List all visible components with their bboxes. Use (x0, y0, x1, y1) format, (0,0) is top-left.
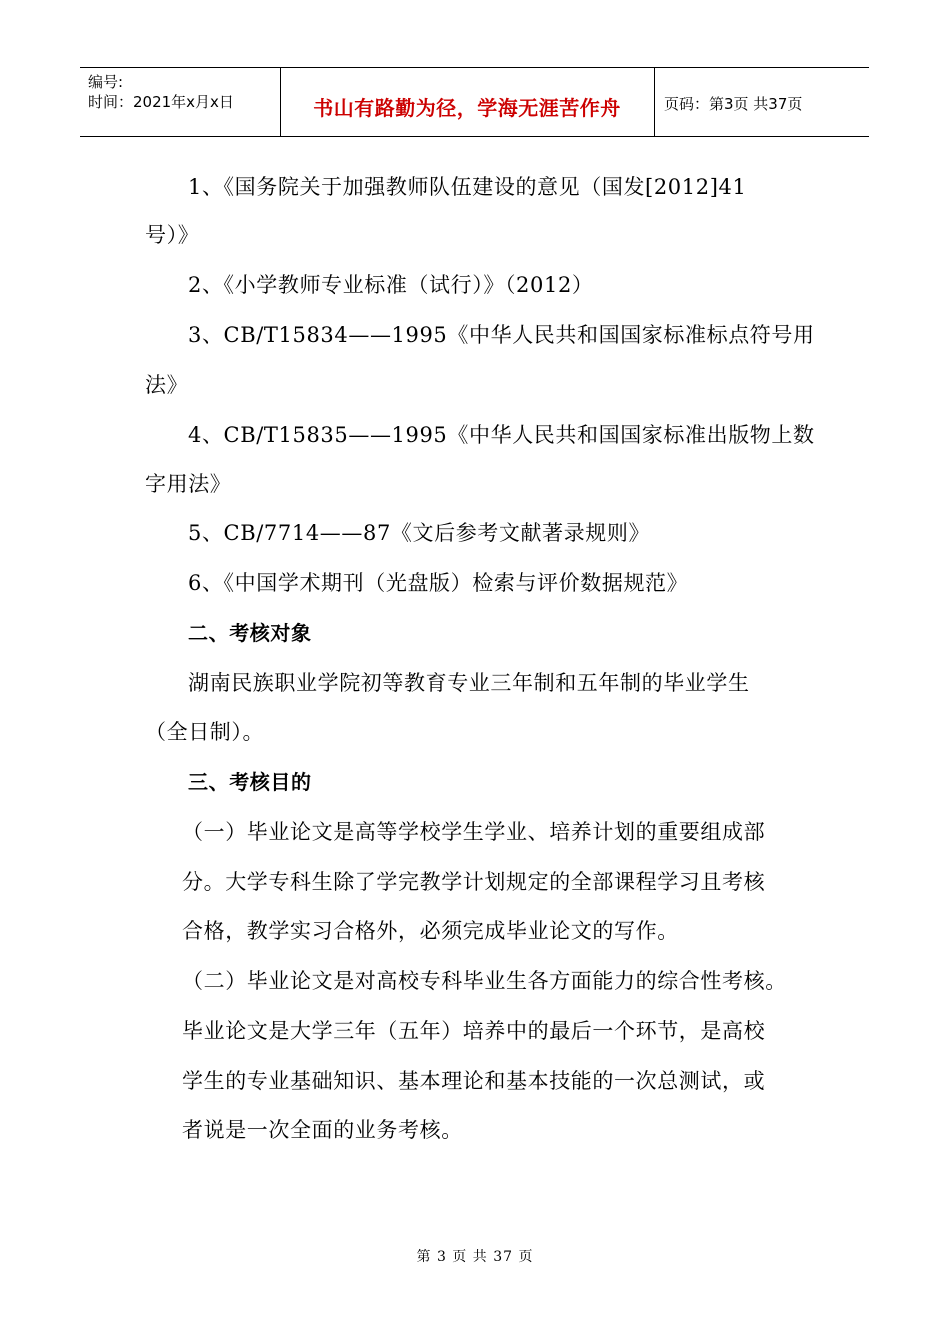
section-3-point-2-cont: 毕业论文是大学三年（五年）培养中的最后一个环节，是高校 (182, 1019, 766, 1043)
section-2-paragraph: 湖南民族职业学院初等教育专业三年制和五年制的毕业学生 (188, 671, 750, 695)
header-divider (654, 68, 655, 136)
section-3-point-1-cont: 分。大学专科生除了学完教学计划规定的全部课程学习且考核 (182, 870, 766, 894)
reference-2: 2、《小学教师专业标准（试行）》（2012） (188, 273, 594, 297)
section-3-point-1-cont: 合格，教学实习合格外，必须完成毕业论文的写作。 (182, 919, 679, 943)
section-2-paragraph-cont: （全日制）。 (145, 720, 265, 744)
section-3-point-2: （二）毕业论文是对高校专科毕业生各方面能力的综合性考核。 (182, 969, 787, 993)
section-3-point-2-cont: 学生的专业基础知识、基本理论和基本技能的一次总测试，或 (182, 1069, 766, 1093)
reference-1-cont: 号）》 (145, 223, 200, 247)
header-meta (88, 72, 234, 112)
section-3-point-1: （一）毕业论文是高等学校学生学业、培养计划的重要组成部 (182, 820, 766, 844)
reference-3: 3、CB/T15834——1995《中华人民共和国国家标准标点符号用 (188, 323, 815, 347)
number-label: 编号: (88, 73, 124, 91)
header-page-info: 页码：第3页 共37页 (664, 95, 803, 113)
reference-5: 5、CB/7714——87《文后参考文献著录规则》 (188, 521, 651, 545)
section-3-title: 三、考核目的 (188, 770, 312, 794)
reference-3-cont: 法》 (145, 373, 189, 397)
reference-4-cont: 字用法》 (145, 472, 232, 496)
time-label: 时间：2021年x月x日 (88, 93, 234, 111)
reference-6: 6、《中国学术期刊（光盘版）检索与评价数据规范》 (188, 571, 689, 595)
reference-4: 4、CB/T15835——1995《中华人民共和国国家标准出版物上数 (188, 423, 815, 447)
reference-1: 1、《国务院关于加强教师队伍建设的意见（国发[2012]41 (188, 175, 747, 199)
header-motto: 书山有路勤为径，学海无涯苦作舟 (313, 96, 621, 120)
header-table (80, 67, 869, 137)
section-2-title: 二、考核对象 (188, 621, 312, 645)
page-footer: 第 3 页 共 37 页 (416, 1249, 534, 1265)
section-3-point-2-cont: 者说是一次全面的业务考核。 (182, 1118, 463, 1142)
